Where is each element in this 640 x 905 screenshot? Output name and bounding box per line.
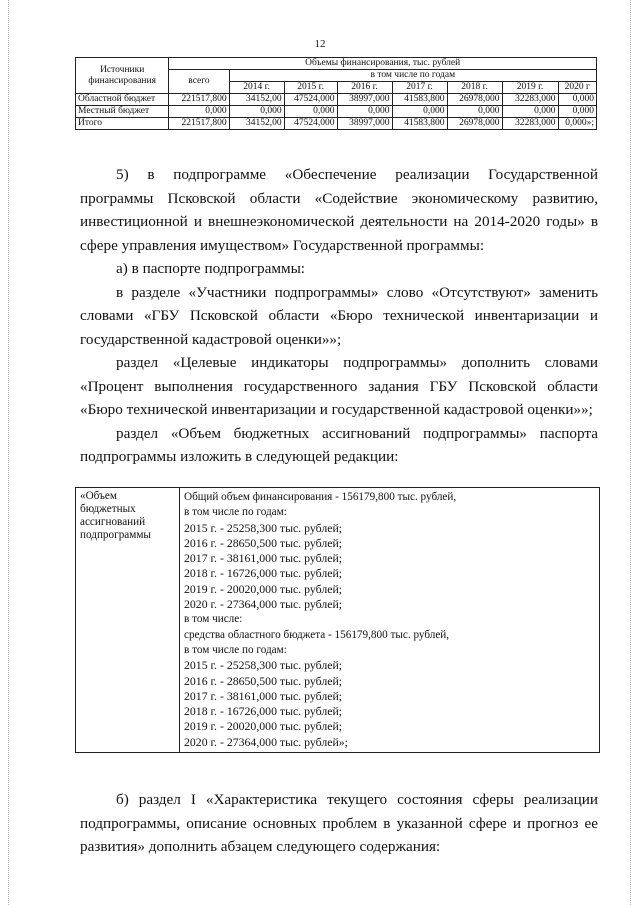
page-number: 12	[314, 38, 326, 50]
table-row	[76, 118, 597, 130]
row-total: 0,000	[169, 106, 229, 118]
row-value: 47524,000	[284, 118, 337, 130]
budget-box-label: «Объем бюджетных ассигнований подпрограммы	[76, 488, 180, 753]
row-value: 32283,000	[502, 118, 558, 130]
budget-line: 2015 г. - 25258,300 тыс. рублей;	[184, 658, 343, 673]
paragraph-item-5: 5) в подпрограмме «Обеспечение реализации Государственной программы Псковской области «Содействие экономическому развитию, инвестиционной и внешнеэкономической деятельности на 2014-2020 годы» в сфере управления имуществом» Государственной программы:	[80, 166, 598, 254]
table-row	[76, 106, 597, 118]
row-value: 0,000	[558, 94, 596, 106]
row-total: 221517,800	[169, 94, 229, 106]
year-header: 2019 г.	[502, 82, 558, 94]
row-value: 0,000	[229, 106, 284, 118]
budget-line: 2018 г. - 16726,000 тыс. рублей;	[184, 704, 343, 719]
year-header: 2015 г.	[284, 82, 337, 94]
budget-line: 2020 г. - 27364,000 тыс. рублей»;	[184, 734, 348, 749]
row-value: 26978,000	[447, 94, 502, 106]
budget-line: 2019 г. - 20020,000 тыс. рублей;	[184, 719, 343, 734]
row-value: 47524,000	[284, 94, 337, 106]
budget-line: Общий объем финансирования - 156179,800 тыс. рублей,	[184, 491, 457, 503]
row-label: Итого	[76, 118, 169, 130]
table-row	[76, 94, 597, 106]
header-including: в том числе по годам	[229, 70, 596, 82]
budget-line: 2017 г. - 38161,000 тыс. рублей;	[184, 551, 343, 566]
budget-line: средства областного бюджета - 156179,800 тыс. рублей,	[184, 628, 450, 641]
header-sources: Источники финансирования	[76, 58, 169, 94]
row-value: 38997,000	[337, 118, 392, 130]
paragraph-item-b: б) раздел I «Характеристика текущего состояния сферы реализации подпрограммы, описание основных проблем в указанной сфере и прогноз ее развития» дополнить абзацем следующего содержания:	[80, 791, 598, 855]
row-value: 34152,00	[229, 118, 284, 130]
main-text-lower	[80, 788, 598, 859]
row-value: 41583,800	[392, 94, 447, 106]
paragraph-item-a: а) в паспорте подпрограммы:	[116, 260, 305, 277]
budget-line: 2016 г. - 28650,500 тыс. рублей;	[184, 673, 343, 688]
year-header: 2014 г.	[229, 82, 284, 94]
header-volumes: Объемы финансирования, тыс. рублей	[169, 58, 597, 70]
row-value: 0,000	[447, 106, 502, 118]
row-value: 0,000	[558, 106, 596, 118]
row-value: 0,000»;	[558, 118, 596, 130]
financing-table	[75, 57, 597, 130]
paragraph-budget: раздел «Объем бюджетных ассигнований подпрограммы» паспорта подпрограммы изложить в следующей редакции:	[80, 424, 598, 465]
budget-line: в том числе по годам:	[184, 643, 287, 656]
row-label: Областной бюджет	[76, 94, 169, 106]
budget-line: 2017 г. - 38161,000 тыс. рублей;	[184, 688, 343, 703]
row-value: 0,000	[337, 106, 392, 118]
budget-allocation-box	[75, 487, 600, 753]
budget-line: 2016 г. - 28650,500 тыс. рублей;	[184, 535, 343, 550]
header-total: всего	[169, 70, 229, 94]
budget-line: 2019 г. - 20020,000 тыс. рублей;	[184, 581, 343, 596]
row-value: 41583,800	[392, 118, 447, 130]
row-value: 0,000	[392, 106, 447, 118]
budget-box-content	[180, 488, 600, 753]
main-text-upper	[80, 163, 598, 469]
row-value: 0,000	[502, 106, 558, 118]
budget-line: в том числе по годам:	[184, 506, 287, 519]
row-value: 38997,000	[337, 94, 392, 106]
budget-line: 2018 г. - 16726,000 тыс. рублей;	[184, 566, 343, 581]
row-value: 0,000	[284, 106, 337, 118]
row-value: 34152,00	[229, 94, 284, 106]
year-header: 2018 г.	[447, 82, 502, 94]
row-total: 221517,800	[169, 118, 229, 130]
page-edge-left	[8, 0, 10, 905]
year-header: 2016 г.	[337, 82, 392, 94]
row-value: 32283,000	[502, 94, 558, 106]
budget-line: 2015 г. - 25258,300 тыс. рублей;	[184, 520, 343, 535]
row-value: 26978,000	[447, 118, 502, 130]
page-edge-right	[630, 0, 632, 905]
paragraph-indicators: раздел «Целевые индикаторы подпрограммы» дополнить словами «Процент выполнения государственного задания ГБУ Псковской области «Бюро технической инвентаризации и государственной кадастровой оценки»»;	[80, 354, 598, 418]
row-label: Местный бюджет	[76, 106, 169, 118]
paragraph-participants: в разделе «Участники подпрограммы» слово «Отсутствуют» заменить словами «ГБУ Псковской области «Бюро технической инвентаризации и государственной кадастровой оценки»»;	[80, 283, 598, 348]
year-header: 2020 г	[558, 82, 596, 94]
year-header: 2017 г.	[392, 82, 447, 94]
budget-line: 2020 г. - 27364,000 тыс. рублей;	[184, 597, 343, 612]
budget-line: в том числе:	[184, 613, 243, 626]
